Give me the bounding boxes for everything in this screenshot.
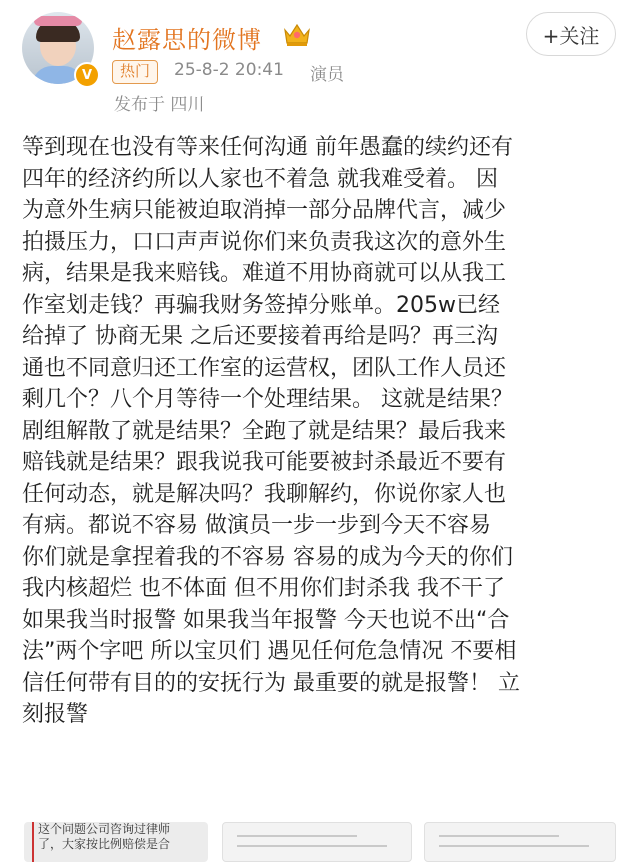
post-header — [0, 0, 640, 120]
thumbnail-marker — [32, 822, 34, 862]
thumbnail-caption-line: 这个问题公司咨询过律师 — [38, 822, 171, 836]
thumbnail-image[interactable] — [24, 822, 208, 862]
document-line — [237, 835, 357, 837]
content-line: 法”两个字吧 所以宝贝们 遇见任何危急情况 不要相 — [22, 639, 517, 664]
content-line: 病，结果是我来赔钱。难道不用协商就可以从我工 — [22, 261, 507, 286]
crown-badge-icon — [282, 20, 312, 48]
verified-v-icon: V — [74, 62, 100, 88]
content-line: 赔钱就是结果？跟我说我可能要被封杀最近不要有 — [22, 450, 507, 475]
content-line: 给掉了 协商无果 之后还要接着再给是吗？再三沟 — [22, 324, 498, 349]
thumbnail-image[interactable] — [424, 822, 616, 862]
content-line: 拍摄压力，口口声声说你们来负责我这次的意外生 — [22, 229, 507, 255]
content-line: 任何动态，就是解决吗？我聊解约，你说你家人也 — [22, 481, 507, 507]
author-role: 演员 — [310, 65, 344, 85]
content-line: 我内核超烂 也不体面 但不用你们封杀我 我不干了 — [22, 576, 505, 601]
document-line — [439, 835, 559, 837]
content-line: 剩几个？八个月等待一个处理结果。 这就是结果？ — [22, 387, 513, 412]
post-content — [22, 132, 626, 731]
content-line: 作室划走钱？再骗我财务签掉分账单。205w已经 — [22, 292, 500, 318]
hot-tag: 热门 — [112, 60, 158, 84]
content-line: 等到现在也没有等来任何沟通 前年愚蠢的续约还有 — [22, 135, 513, 160]
thumbnail-caption-line: 了，大家按比例赔偿是合 — [38, 837, 171, 851]
thumbnail-image[interactable] — [222, 822, 412, 862]
thumbnail-caption — [38, 822, 170, 852]
content-line: 剧组解散了就是结果？全跑了就是结果？最后我来 — [22, 418, 507, 444]
avatar-visor — [34, 16, 82, 26]
post-location: 发布于 四川 — [114, 95, 205, 115]
content-line: 你们就是拿捏着我的不容易 容易的成为今天的你们 — [22, 544, 513, 570]
content-line: 信任何带有目的的安抚行为 最重要的就是报警！ 立 — [22, 670, 520, 696]
content-line: 刻报警 — [22, 702, 89, 727]
image-thumbnails — [0, 820, 640, 852]
content-line: 四年的经济约所以人家也不着急 就我难受着。 因 — [22, 166, 498, 192]
content-line: 有病。都说不容易 做演员一步一步到今天不容易 — [22, 513, 491, 538]
post-time: 25-8-2 20:41 — [174, 60, 284, 80]
content-line: 通也不同意归还工作室的运营权，团队工作人员还 — [22, 355, 507, 381]
follow-button[interactable]: +关注 — [526, 12, 616, 56]
document-line — [237, 845, 387, 847]
author-name[interactable]: 赵露思的微博 — [112, 26, 262, 54]
content-line: 如果我当时报警 如果我当年报警 今天也说不出“合 — [22, 607, 510, 633]
content-line: 为意外生病只能被迫取消掉一部分品牌代言，减少 — [22, 198, 507, 223]
document-line — [439, 845, 589, 847]
